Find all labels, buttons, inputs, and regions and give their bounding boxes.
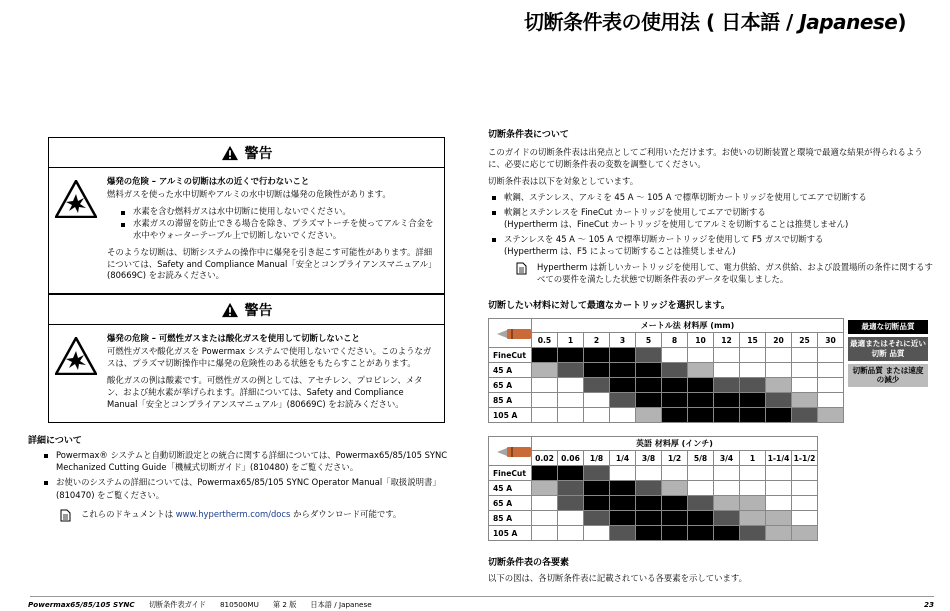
thickness-column-header: 5/8 (688, 451, 714, 466)
quality-cell (532, 363, 558, 378)
quality-cell (610, 393, 636, 408)
quality-cell (792, 348, 818, 363)
cartridge-torch-icon (497, 446, 531, 458)
warning-box-water (48, 137, 445, 294)
quality-cell (636, 363, 662, 378)
quality-cell (662, 511, 688, 526)
thickness-column-header: 2 (584, 333, 610, 348)
quality-cell (662, 348, 688, 363)
about-bullet-text: ステンレスを 45 A ～ 105 A で標準切断カートリッジを使用して F5 ガスで切断する (504, 234, 824, 245)
select-heading: 切断したい材料に対して最適なカートリッジを選択します。 (488, 301, 730, 311)
about-bullet-text: 軟鋼とステンレスを FineCut カートリッジを使用してエアで切断する (504, 206, 766, 217)
quality-cell (532, 496, 558, 511)
quality-cell (584, 378, 610, 393)
quality-cell (766, 511, 792, 526)
cartridge-row-label: 65 A (489, 378, 532, 393)
warning-bullet: 水素ガスの滞留を防止できる場合を除き、プラズマトーチを使ってアルミ合金を水中やウォーターテーブル上で切断しないでください。 (121, 218, 436, 242)
table-row (489, 526, 818, 541)
docs-note-text: これらのドキュメントは (81, 509, 176, 519)
quality-cell (714, 526, 740, 541)
legend-best: 最適な切断品質 (848, 320, 928, 334)
warning-bullet-list (121, 206, 436, 242)
quality-cell (740, 526, 766, 541)
quality-cell (636, 378, 662, 393)
quality-cell (610, 378, 636, 393)
quality-cell (662, 393, 688, 408)
quality-cell (818, 393, 844, 408)
torch-icon-cell (489, 319, 532, 348)
table-row (489, 348, 844, 363)
page-title (524, 6, 906, 35)
title-text: 切断条件表の使用法 (524, 10, 700, 34)
cartridge-row-label: 65 A (489, 496, 532, 511)
thickness-column-header: 1/4 (610, 451, 636, 466)
details-list (40, 449, 460, 504)
warning-title: 爆発の危険 – 可燃性ガスまたは酸化ガスを使用して切断しないこと (107, 333, 360, 343)
torch-icon-cell (489, 437, 532, 466)
thickness-column-header: 12 (714, 333, 740, 348)
about-bullet-list (488, 191, 934, 258)
quality-cell (662, 378, 688, 393)
docs-note-text: からダウンロード可能です。 (290, 509, 402, 519)
thickness-column-header: 25 (792, 333, 818, 348)
table-row (489, 408, 844, 423)
quality-cell (818, 363, 844, 378)
quality-cell (662, 481, 688, 496)
quality-cell (532, 408, 558, 423)
title-close: ) (897, 10, 906, 34)
explosion-hazard-icon (55, 180, 97, 218)
thickness-column-header: 10 (688, 333, 714, 348)
details-bullet: お使いのシステムの詳細については、Powermax65/85/105 SYNC Operator Manual「取扱説明書」(810470) をご覧ください。 (40, 476, 460, 500)
about-paragraph: このガイドの切断条件表は出発点としてご利用いただけます。お使いの切断装置と環境で最適な結果が得られるように、必要に応じて切断条件表の変数を調整してください。 (488, 147, 923, 170)
warning-triangle-icon (221, 145, 239, 161)
quality-cell (558, 526, 584, 541)
about-bullet (488, 191, 934, 203)
imperial-table (488, 436, 818, 541)
quality-cell (532, 481, 558, 496)
quality-cell (532, 511, 558, 526)
quality-cell (792, 378, 818, 393)
quality-cell (792, 511, 818, 526)
quality-cell (662, 496, 688, 511)
quality-cell (688, 393, 714, 408)
table-row (489, 496, 818, 511)
quality-cell (818, 348, 844, 363)
quality-cell (792, 481, 818, 496)
quality-cell (740, 378, 766, 393)
thickness-column-header: 30 (818, 333, 844, 348)
quality-cell (610, 466, 636, 481)
quality-cell (766, 496, 792, 511)
quality-cell (532, 526, 558, 541)
footer-part: 810500MU (219, 600, 259, 609)
about-bullet-sub: (Hypertherm は、F5 によって切断することは推奨しません) (504, 246, 736, 257)
warning-title: 爆発の危険 – アルミの切断は水の近くで行わないこと (107, 176, 310, 186)
quality-cell (818, 408, 844, 423)
legend-near-best: 最適またはそれに近い切断 品質 (848, 337, 928, 361)
about-note (516, 261, 934, 285)
quality-cell (740, 481, 766, 496)
warning-paragraph: 可燃性ガスや酸化ガスを Powermax システムで使用しないでください。このようなガスは、プラズマ切断操作中に爆発の危険性のある状態をもたらすことがあります。 (107, 345, 432, 368)
quality-cell (558, 378, 584, 393)
parts-heading: 切断条件表の各要素 (488, 558, 570, 568)
quality-cell (662, 408, 688, 423)
quality-cell (766, 466, 792, 481)
quality-cell (584, 408, 610, 423)
table-row (489, 481, 818, 496)
quality-cell (662, 363, 688, 378)
quality-cell (766, 348, 792, 363)
quality-cell (584, 511, 610, 526)
quality-cell (610, 481, 636, 496)
quality-cell (740, 511, 766, 526)
thickness-column-header: 15 (740, 333, 766, 348)
note-icon (60, 509, 71, 522)
about-paragraph: 切断条件表は以下を対象としています。 (488, 176, 639, 187)
quality-cell (584, 393, 610, 408)
footer-doc: 切断条件表ガイド (148, 600, 206, 609)
quality-cell (558, 496, 584, 511)
about-heading: 切断条件表について (488, 130, 569, 140)
quality-cell (688, 526, 714, 541)
quality-cell (688, 481, 714, 496)
note-icon (516, 262, 527, 275)
cartridge-torch-icon (497, 328, 531, 340)
quality-cell (714, 393, 740, 408)
footer-rule (30, 596, 934, 597)
quality-cell (636, 393, 662, 408)
table-row (489, 511, 818, 526)
quality-cell (558, 408, 584, 423)
quality-cell (636, 481, 662, 496)
quality-cell (766, 378, 792, 393)
thickness-column-header: 1 (558, 333, 584, 348)
quality-cell (610, 526, 636, 541)
thickness-column-header: 20 (766, 333, 792, 348)
thickness-column-header: 3/8 (636, 451, 662, 466)
warning-header (49, 295, 444, 325)
quality-cell (766, 526, 792, 541)
cartridge-row-label: 45 A (489, 481, 532, 496)
details-heading: 詳細について (28, 436, 82, 446)
warning-intro: 燃料ガスを使った水中切断やアルミの水中切断は爆発の危険性があります。 (107, 188, 391, 199)
quality-cell (558, 511, 584, 526)
thickness-column-header: 3/4 (714, 451, 740, 466)
quality-cell (740, 348, 766, 363)
quality-cell (558, 348, 584, 363)
quality-cell (714, 511, 740, 526)
about-bullet-sub: (Hypertherm は、FineCut カートリッジを使用してアルミを切断することは推奨しません) (504, 218, 849, 229)
metric-table (488, 318, 844, 423)
quality-cell (792, 466, 818, 481)
warning-heading: 警告 (244, 145, 273, 162)
warning-header (49, 138, 444, 168)
quality-cell (688, 496, 714, 511)
page-number: 23 (923, 600, 934, 609)
quality-cell (584, 348, 610, 363)
quality-cell (558, 481, 584, 496)
thickness-column-header: 0.5 (532, 333, 558, 348)
quality-cell (636, 511, 662, 526)
details-bullet: Powermax® システムと自動切断設定との統合に関する詳細については、Powermax65/85/105 SYNC Mechanized Cutting Guide「機械式切断ガイド」(810480) をご覧ください。 (40, 449, 460, 473)
cartridge-row-label: 85 A (489, 393, 532, 408)
quality-cell (714, 466, 740, 481)
about-bullet (488, 206, 934, 230)
quality-cell (584, 481, 610, 496)
quality-cell (714, 496, 740, 511)
about-bullet (488, 233, 934, 257)
cartridge-row-label: FineCut (489, 466, 532, 481)
thickness-table-title: メートル法 材料厚 (mm) (532, 319, 844, 333)
quality-cell (740, 466, 766, 481)
quality-cell (714, 363, 740, 378)
metric-cartridge-table (488, 318, 844, 423)
title-lang-en: Japanese (799, 10, 898, 34)
table-row (489, 378, 844, 393)
cartridge-row-label: 105 A (489, 408, 532, 423)
quality-cell (610, 408, 636, 423)
quality-cell (792, 393, 818, 408)
quality-cell (792, 408, 818, 423)
quality-cell (688, 348, 714, 363)
quality-cell (714, 348, 740, 363)
warning-triangle-icon (221, 302, 239, 318)
quality-cell (636, 526, 662, 541)
cartridge-row-label: FineCut (489, 348, 532, 363)
quality-cell (766, 393, 792, 408)
cartridge-row-label: 85 A (489, 511, 532, 526)
docs-link[interactable]: www.hypertherm.com/docs (175, 509, 291, 519)
title-lang: ( 日本語 / (699, 10, 800, 34)
table-row (489, 466, 818, 481)
footer-product: Powermax65/85/105 SYNC (28, 600, 135, 609)
quality-cell (610, 511, 636, 526)
thickness-column-header: 1/2 (662, 451, 688, 466)
quality-cell (740, 496, 766, 511)
thickness-column-header: 5 (636, 333, 662, 348)
thickness-column-header: 1 (740, 451, 766, 466)
warning-bullet: 水素を含む燃料ガスは水中切断に使用しないでください。 (121, 206, 436, 218)
thickness-column-header: 3 (610, 333, 636, 348)
imperial-cartridge-table (488, 436, 818, 541)
quality-cell (766, 408, 792, 423)
quality-cell (610, 363, 636, 378)
quality-cell (714, 481, 740, 496)
quality-cell (558, 466, 584, 481)
legend-reduced: 切断品質 または速度の減少 (848, 364, 928, 388)
quality-cell (636, 348, 662, 363)
quality-cell (610, 496, 636, 511)
about-body (488, 146, 934, 285)
quality-cell (818, 378, 844, 393)
quality-cell (584, 526, 610, 541)
quality-cell (688, 378, 714, 393)
quality-cell (558, 363, 584, 378)
quality-cell (636, 408, 662, 423)
quality-cell (792, 363, 818, 378)
footer-edition: 第 2 版 (272, 600, 297, 609)
quality-cell (740, 393, 766, 408)
quality-cell (714, 408, 740, 423)
quality-cell (584, 363, 610, 378)
quality-cell (688, 466, 714, 481)
thickness-column-header: 1/8 (584, 451, 610, 466)
quality-cell (662, 526, 688, 541)
quality-cell (792, 526, 818, 541)
quality-legend (848, 320, 928, 390)
quality-cell (532, 378, 558, 393)
thickness-column-header: 8 (662, 333, 688, 348)
footer-lang: 日本語 / Japanese (310, 600, 372, 609)
warning-box-gas (48, 294, 445, 423)
table-row (489, 393, 844, 408)
warning-outro: そのような切断は、切断システムの操作中に爆発を引き起こす可能性があります。詳細については、Safety and Compliance Manual「安全とコンプライアンスマニュアル」(80669C) をお読みください。 (107, 246, 433, 281)
quality-cell (792, 496, 818, 511)
quality-cell (636, 466, 662, 481)
docs-note (60, 508, 460, 522)
quality-cell (558, 393, 584, 408)
about-bullet-text: 軟鋼、ステンレス、アルミを 45 A ～ 105 A で標準切断カートリッジを使用してエアで切断する (504, 191, 867, 202)
thickness-column-header: 1-1/4 (766, 451, 792, 466)
page-footer (28, 600, 934, 610)
thickness-column-header: 0.02 (532, 451, 558, 466)
quality-cell (766, 363, 792, 378)
quality-cell (610, 348, 636, 363)
table-row (489, 363, 844, 378)
quality-cell (636, 496, 662, 511)
quality-cell (532, 466, 558, 481)
thickness-column-header: 1-1/2 (792, 451, 818, 466)
quality-cell (662, 466, 688, 481)
quality-cell (584, 466, 610, 481)
thickness-column-header: 0.06 (558, 451, 584, 466)
quality-cell (766, 481, 792, 496)
quality-cell (714, 378, 740, 393)
parts-paragraph: 以下の図は、各切断条件表に記載されている各要素を示しています。 (488, 573, 747, 583)
quality-cell (688, 408, 714, 423)
quality-cell (740, 363, 766, 378)
quality-cell (584, 496, 610, 511)
warning-paragraph: 酸化ガスの例は酸素です。可燃性ガスの例としては、アセチレン、プロピレン、メタン、および純水素が挙げられます。詳細については、Safety and Compliance Manual「安全とコンプライアンスマニュアル」(80669C) をお読みください。 (107, 374, 423, 409)
cartridge-row-label: 105 A (489, 526, 532, 541)
warning-heading: 警告 (244, 302, 273, 319)
quality-cell (688, 511, 714, 526)
quality-cell (688, 363, 714, 378)
quality-cell (532, 393, 558, 408)
quality-cell (532, 348, 558, 363)
quality-cell (740, 408, 766, 423)
cartridge-row-label: 45 A (489, 363, 532, 378)
explosion-hazard-icon (55, 337, 97, 375)
about-note-text: Hypertherm は新しいカートリッジを使用して、電力供給、ガス供給、および設置場所の条件に関するすべての要件を満たした状態で切断条件表のデータを収集しました。 (537, 261, 933, 284)
thickness-table-title: 英語 材料厚 (インチ) (532, 437, 818, 451)
